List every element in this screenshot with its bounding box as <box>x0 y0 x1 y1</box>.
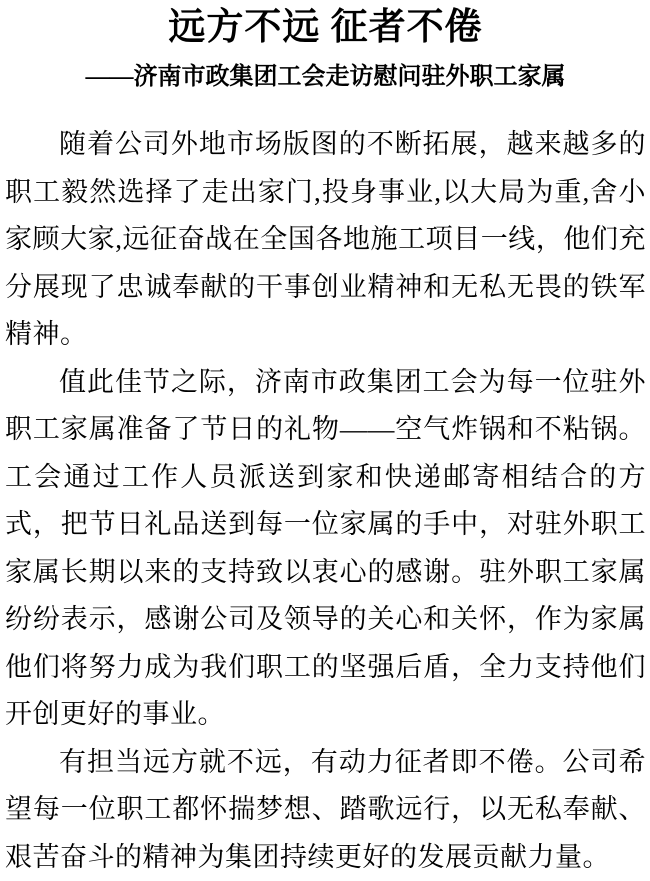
document-title: 远方不远 征者不倦 <box>5 6 646 50</box>
paragraph-3: 有担当远方就不远，有动力征者即不倦。公司希望每一位职工都怀揣梦想、踏歌远行，以无私奉献、艰苦奋斗的精神为集团持续更好的发展贡献力量。 <box>5 739 646 881</box>
paragraph-2: 值此佳节之际，济南市政集团工会为每一位驻外职工家属准备了节日的礼物——空气炸锅和不粘锅。工会通过工作人员派送到家和快递邮寄相结合的方式，把节日礼品送到每一位家属的手中，对驻外职工家属长期以来的支持致以衷心的感谢。驻外职工家属纷纷表示，感谢公司及领导的关心和关怀，作为家属他们将努力成为我们职工的坚强后盾，全力支持他们开创更好的事业。 <box>5 359 646 739</box>
document-subtitle: ——济南市政集团工会走访慰问驻外职工家属 <box>5 62 646 92</box>
paragraph-1: 随着公司外地市场版图的不断拓展，越来越多的职工毅然选择了走出家门,投身事业,以大局为重,舍小家顾大家,远征奋战在全国各地施工项目一线，他们充分展现了忠诚奉献的干事创业精神和无私无畏的铁军精神。 <box>5 121 646 359</box>
document-body <box>5 121 646 881</box>
